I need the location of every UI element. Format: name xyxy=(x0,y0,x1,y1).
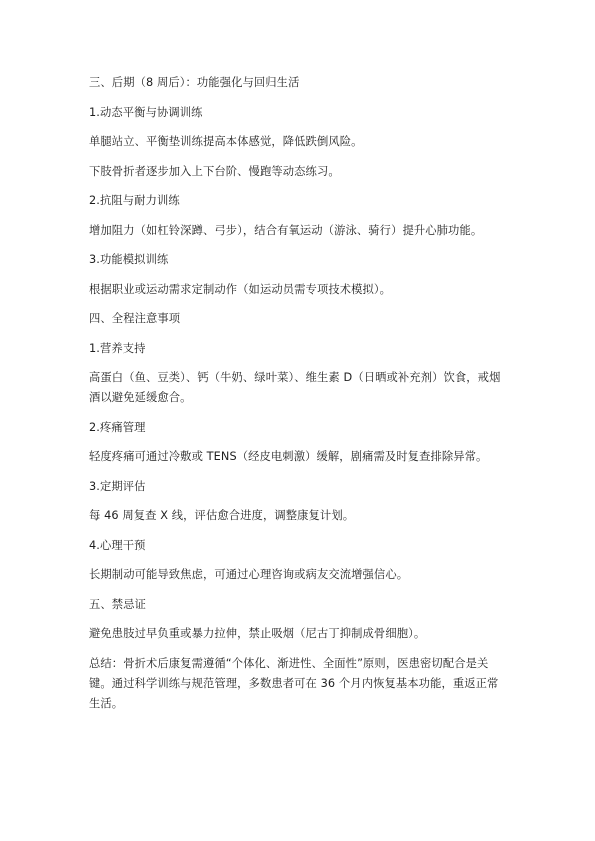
subheading-nutrition: 1.营养支持 xyxy=(89,341,146,355)
section-heading-contraindications: 五、禁忌证 xyxy=(89,597,146,611)
paragraph-dynamic-exercise: 下肢骨折者逐步加入上下台阶、慢跑等动态练习。 xyxy=(89,164,340,178)
subheading-resistance-endurance: 2.抗阻与耐力训练 xyxy=(89,194,180,207)
subheading-psychological: 4.心理干预 xyxy=(89,538,146,552)
paragraph-psychological: 长期制动可能导致焦虑，可通过心理咨询或病友交流增强信心。 xyxy=(89,568,409,581)
section-heading-late-stage: 三、后期（8 周后）：功能强化与回归生活 xyxy=(89,76,300,89)
paragraph-balance-training: 单腿站立、平衡垫训练提高本体感觉，降低跌倒风险。 xyxy=(89,135,363,148)
paragraph-summary: 总结：骨折术后康复需遵循“个体化、渐进性、全面性”原则，医患密切配合是关键。通过科学训练与规范管理，多数患者可在 36 个月内恢复基本功能，重返正常生活。 xyxy=(89,656,499,710)
section-heading-precautions: 四、全程注意事项 xyxy=(89,312,181,325)
document-body xyxy=(89,73,509,723)
paragraph-regular-assessment: 每 46 周复查 X 线，评估愈合进度，调整康复计划。 xyxy=(89,509,355,522)
subheading-regular-assessment: 3.定期评估 xyxy=(89,479,146,493)
paragraph-function-simulation: 根据职业或运动需求定制动作（如运动员需专项技术模拟）。 xyxy=(89,282,392,296)
subheading-dynamic-balance: 1.动态平衡与协调训练 xyxy=(89,105,203,119)
paragraph-nutrition: 高蛋白（鱼、豆类）、钙（牛奶、绿叶菜）、维生素 D（日晒或补充剂）饮食，戒烟酒以避免延缓愈合。 xyxy=(89,371,501,404)
subheading-function-simulation: 3.功能模拟训练 xyxy=(89,253,169,266)
subheading-pain-management: 2.疼痛管理 xyxy=(89,420,146,434)
paragraph-contraindications: 避免患肢过早负重或暴力拉伸，禁止吸烟（尼古丁抑制成骨细胞）。 xyxy=(89,627,426,640)
paragraph-resistance-training: 增加阻力（如杠铃深蹲、弓步），结合有氧运动（游泳、骑行）提升心肺功能。 xyxy=(89,223,483,237)
paragraph-pain-management: 轻度疼痛可通过冷敷或 TENS（经皮电刺激）缓解，剧痛需及时复查排除异常。 xyxy=(89,450,488,463)
